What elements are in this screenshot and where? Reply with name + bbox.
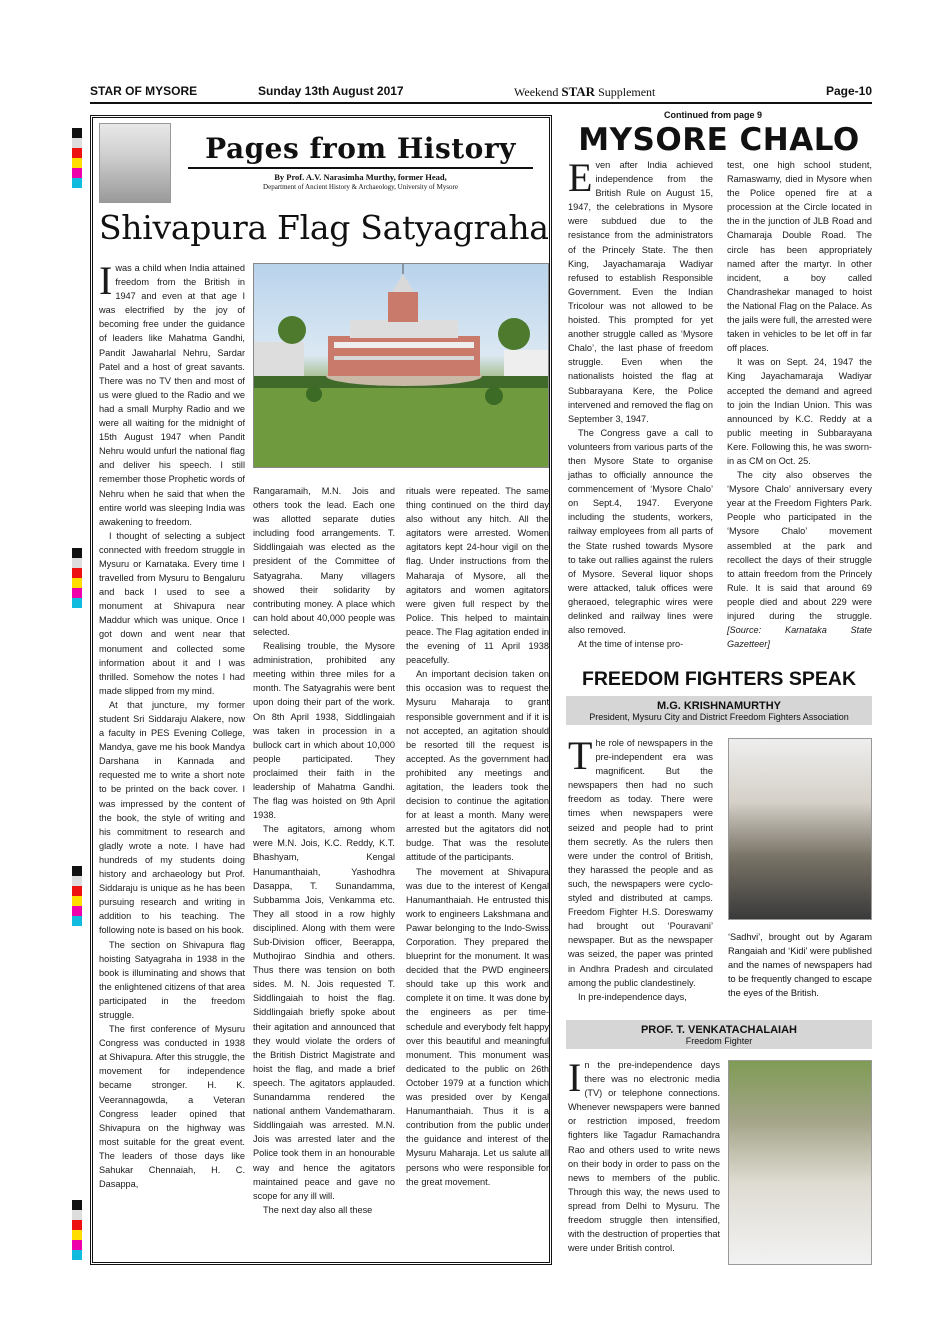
- paragraph: Rangaramaih, M.N. Jois and others took the lead. Each one was allotted separate duties including food arrangements. T. Siddlingaiah was elected as the president of the Committee of Satyagraha. Many villagers showed their solidarity by contributing money. A place which can hold about 40,000 people was selected.: [253, 486, 395, 637]
- paragraph: The first conference of Mysuru Congress was conducted in 1938 at Shivapura. After this struggle, the movement for independence became stronger. H. K. Veerannagowda, a Veteran Congress leader opined that Shivapura on the highway was most suitable for the great event. The leaders of those days like Sahukar Chennaiah, H. C. Dasappa,: [99, 1024, 245, 1190]
- monument-photo: [253, 263, 549, 468]
- byline: By Prof. A.V. Narasimha Murthy, former Head,: [274, 172, 447, 182]
- speaker-2-text: [568, 1055, 720, 1255]
- paper-name: STAR OF MYSORE: [90, 84, 198, 98]
- speaker-band-1: [566, 696, 872, 725]
- registration-mark: [72, 866, 82, 926]
- paragraph: At the time of intense pro-: [578, 639, 684, 650]
- paragraph: In the pre-independence days there was no electronic media (TV) or telephone connections. Whenever newspapers were banned or restriction imposed, freedom fighters like Tagadur Ramachandra Rao and others used to write news on their body in order to pass on the news to members of the public. Through this way, the news used to spread from Delhi to Mysuru. The freedom struggle then intensified, with the destruction of properties that were under British control.: [568, 1055, 720, 1254]
- article-title: Shivapura Flag Satyagraha: [99, 208, 549, 247]
- drop-cap: T: [568, 733, 593, 778]
- continued-note: Continued from page 9: [664, 110, 763, 120]
- speaker-role: Freedom Fighter: [685, 1036, 753, 1046]
- history-column-2: [253, 484, 395, 1217]
- paragraph: At that juncture, my former student Sri Siddaraju Alakere, now a faculty in PES Evening College, Mandya, gave me his book Mandya Darshana in Kannada and requested me to write a short note to be printed on the back cover. I was impressed by the content of the book, the style of writing and his commitment to research and gladly wrote a note. I have had hundreds of my students doing history and archaeology but Prof. Siddaraju is unique as he has been pursuing research and writing in addition to his teaching. The following note is based on his book.: [99, 699, 245, 936]
- page-header: [90, 84, 872, 102]
- paragraph: test, one high school student, Ramaswamy, died in Mysore when the Police opened fire at a procession at the Circle located in the in the junction of JLB Road and Chamaraja Double Road. The circle has been appropriately named after the martyr. In other incident, a boy called Chandrashekar managed to hoist the National Flag on the Palace. As the jails were full, the arrested were taken in vehicles to be let off in far off places.: [727, 160, 872, 354]
- registration-mark: [72, 1200, 82, 1260]
- paragraph: The section on Shivapura flag hoisting Satyagraha in 1938 in the book is illuminating and shows that the enlightened citizens of that area participated in the freedom struggle.: [99, 939, 245, 1020]
- drop-cap: I: [568, 1055, 582, 1100]
- history-column-1: [99, 258, 245, 1191]
- paragraph: The movement at Shivapura was due to the interest of Kengal Hanumanthaiah. He entrusted this work to engineers Lakshmana and Pawar belonging to the Indo-Swiss Corporation. They prepared the blueprint for the monument. It was decided that the PWD engineers should take up this work and complete it on time. It was done by the engineers as per time-schedule and everybody felt happy over this beautiful and meaningful monument. This monument was dedicated to the public on 26th October 1979 at a function which was presided over by Kengal Hanumanthaiah. Thus it is a contribution from the public under the guidance and interest of the Mysuru Maharaja. Let us salute all persons who were responsible for the great movement.: [406, 866, 549, 1187]
- issue-date: Sunday 13th August 2017: [258, 84, 404, 98]
- paragraph: Even after India achieved independence from the British Rule on August 15, 1947, the celebrations in Mysore were subdued due to the resistance from the administrators of the Princely State. The then King, Jayachamaraja Wadiyar refused to establish Responsible Government. Even the Indian Tricolour was not allowed to be hoisted. This prompted for yet another struggle called as ‘Mysore Chalo’, the last phase of freedom struggle. Even when the nationalists hoisted the flag at Subbarayana Kere, the Police intervened and removed the flag on September 3, 1947.: [568, 155, 713, 424]
- paragraph: The Congress gave a call to volunteers from various parts of the then Mysore State to organise jathas to officially announce the commencement of ‘Mysore Chalo’ on Sept.4, 1947. Everyone including the students, workers, railway employees from all parts of the State rushed towards Mysore to take out rallies against the rulers of Mysore. Several liquor shops were attacked, taluk offices were gheraoed, telegraphic wires were delinked and railway lines were also removed.: [568, 427, 713, 636]
- header-rule: [90, 102, 872, 104]
- paragraph: An important decision taken on this occasion was to request the Mysuru Maharaja to grant responsible government and if it is not accepted, an agitation should be resorted till the request is accepted. As the government had prohibited any meetings and agitation, the leaders took the decision to continue the agitation for at least a month. Many were arrested but the agitators did not budge. That was the resolute attitude of the participants.: [406, 669, 549, 863]
- supplement-label: Weekend STAR Supplement: [514, 84, 656, 99]
- paragraph: The city also observes the ‘Mysore Chalo’ anniversary every year at the Freedom Fighters Park. People who participated in the ‘Mysore Chalo’ movement assembled at the park and recollect the days of their struggle to attain freedom from the Princely Rule. It is said that around 69 people died and about 229 were injured during the struggle. [Source: Karnataka State Gazetteer]: [727, 470, 872, 650]
- history-masthead: [188, 132, 533, 191]
- paragraph: In pre-independence days,: [578, 991, 687, 1002]
- drop-cap: I: [99, 258, 113, 303]
- venkatachalaiah-photo: [728, 1060, 872, 1265]
- paragraph: I thought of selecting a subject connected with freedom struggle in Mysuru or Karnataka. Every time I travelled from Mysuru to Bengaluru and back I used to see a monument at Shivapura near Maddur which was unique. Once I got down and went near that monument and collected some information about it and I was thrilled. Somehow the notes I had made slipped from my mind.: [99, 530, 245, 696]
- chalo-column-1: [568, 155, 713, 651]
- registration-mark: [72, 128, 82, 188]
- paragraph: rituals were repeated. The same thing continued on the third day also without any hitch. All the agitators were arrested. Women agitators kept 24-hour vigil on the flag. Under instructions from the Maharaja of Mysore, all the agitators and women agitators were given full respect by the Police. This helped to maintain peace. The Flag agitation ended in the evening of 11 April 1938 peacefully.: [406, 486, 549, 666]
- masthead-title: Pages from History: [188, 132, 533, 169]
- speaker-role: President, Mysuru City and District Freedom Fighters Association: [589, 712, 849, 722]
- paragraph: The agitators, among whom were M.N. Jois, K.C. Reddy, K.T. Bhashyam, Kengal Hanumanthaiah, Yashodhra Dasappa, T. Sunandamma, Subbamma Jois, Venkamma etc. They all stood in a row highly disciplined. Along with them were Sub-Division officer, Beerappa, Muthojirao Sindhia and others. Thus there was tension on both sides. M. N. Jois requested T. Siddlingaiah to hoist the flag. Siddlingaiah briefly spoke about their agitation and announced that they would violate the orders of the British District Magistrate and hoist the flag, and made a brief speech. The agitators applauded. Sunandamma rendered the national anthem Vandematharam. Siddlingaiah was arrested. M.N. Jois was arrested later and the Police took them in an honourable way and hence the agitators maintained peace and gave no scope for any ill will.: [253, 824, 395, 1201]
- paragraph: Iwas a child when India attained freedom from the British in 1947 and even at that age I was electrified by the joy of becoming free under the guidance of leaders like Mahatma Gandhi, Pandit Jawaharlal Nehru, Sardar Patel and a host of great savants. There was no TV then and most of us were glued to the Radio and we had a small Murphy Radio and we were all waiting for the midnight of 15th August 1947 when Pandit Nehru would unfurl the national flag and deliver his speech. I still remember those Prophetic words of Nehru when he said that when the entire world was sleeping India was awakening to freedom.: [99, 258, 245, 527]
- paragraph: It was on Sept. 24, 1947 the King Jayachamaraja Wadiyar accepted the demand and agreed to join the Indian Union. This was announced by K.C. Reddy at a public meeting in Subbarayana Kere. Following this, he was sworn-in as CM on Oct. 25.: [727, 357, 872, 466]
- speaker-name: PROF. T. VENKATACHALAIAH: [640, 1024, 798, 1036]
- paragraph: The role of newspapers in the pre-independent era was magnificent. But the newspapers then had no such freedom as today. There were times when newspapers were seized and people had to print them secretly. As the rulers then were under the control of British, they harassed the people and as such, the newspapers were cyclo-styled and distributed at camps. Freedom Fighter H.S. Doreswamy had brought out ‘Pouravani’ newspaper. But as the newspaper was seized, the paper was printed in Andhra Pradesh and circulated among the public clandestinely.: [568, 733, 713, 988]
- drop-cap: E: [568, 155, 593, 200]
- chalo-title: MYSORE CHALO: [578, 122, 860, 158]
- speaker-1-continued: ‘Sadhvi’, brought out by Agaram Rangaiah and ‘Kidi’ were published and the names of newspapers had to be frequently changed to escape the eyes of the British.: [728, 932, 872, 999]
- registration-mark: [72, 548, 82, 608]
- speaker-band-2: [566, 1020, 872, 1049]
- source-note: [Source: Karnataka State Gazetteer]: [727, 625, 872, 650]
- history-article: [90, 115, 552, 1265]
- page-number: Page-10: [825, 84, 872, 98]
- author-photo: [99, 123, 171, 203]
- ffs-title: FREEDOM FIGHTERS SPEAK: [581, 668, 857, 690]
- krishnamurthy-photo: [728, 738, 872, 920]
- monument-illustration: [254, 264, 549, 468]
- paragraph: Realising trouble, the Mysore administration, prohibited any meeting within three miles for a month. The Satyagrahis were bent upon doing their part of the work. On 8th April 1938, Siddlingaiah was taken in procession in a bullock cart in which about 10,000 people participated. They proclaimed their faith in the leadership of Mahatma Gandhi. The flag was hoisted on 9th April 1938.: [253, 641, 395, 821]
- history-column-3: [406, 484, 549, 1189]
- paragraph: The next day also all these: [263, 1204, 373, 1215]
- author-department: Department of Ancient History & Archaeology, University of Mysore: [263, 183, 458, 191]
- speaker-1-text: [568, 733, 713, 1004]
- chalo-column-2: [727, 158, 872, 651]
- speaker-name: M.G. KRISHNAMURTHY: [656, 700, 782, 712]
